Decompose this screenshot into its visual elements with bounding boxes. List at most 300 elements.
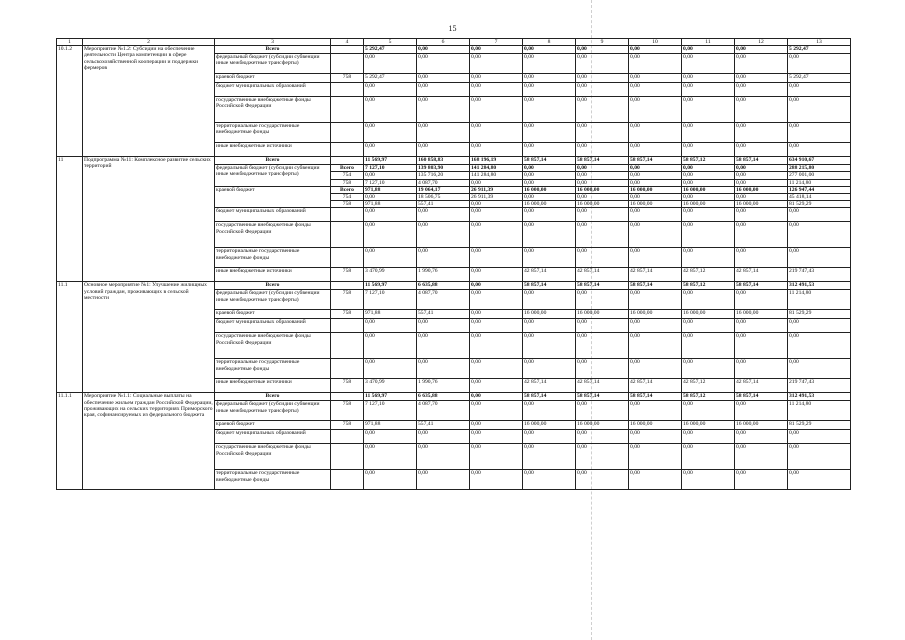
value-cell: 0,00	[735, 359, 788, 379]
value-cell: 141 284,80	[470, 165, 523, 172]
budget-code	[331, 319, 364, 333]
budget-code	[331, 157, 364, 165]
value-cell: 58 857,14	[576, 157, 629, 165]
header-cell: 12	[735, 39, 788, 46]
value-cell: 11 214,80	[788, 401, 851, 421]
value-cell: 0,00	[682, 333, 735, 359]
value-cell: 0,00	[788, 333, 851, 359]
funding-source: государственные внебюджетные фонды Российской Федерации	[215, 222, 331, 248]
value-cell: 0,00	[523, 172, 576, 179]
value-cell: 0,00	[682, 290, 735, 310]
value-cell: 0,00	[576, 208, 629, 222]
value-cell: 4 087,70	[417, 401, 470, 421]
value-cell: 0,00	[682, 430, 735, 444]
budget-code: 758	[331, 268, 364, 282]
value-cell: 0,00	[470, 179, 523, 186]
value-cell: 0,00	[470, 143, 523, 157]
value-cell: 18 506,75	[417, 194, 470, 201]
budget-code: 758	[331, 421, 364, 430]
value-cell: 0,00	[788, 143, 851, 157]
value-cell: 0,00	[576, 333, 629, 359]
value-cell: 0,00	[417, 46, 470, 54]
value-cell: 557,41	[417, 201, 470, 208]
value-cell: 0,00	[682, 319, 735, 333]
value-cell: 0,00	[364, 83, 417, 97]
value-cell: 0,00	[735, 290, 788, 310]
value-cell: 0,00	[417, 359, 470, 379]
program-name: Подпрограмма №11: Комплексное развитие сельских территорий	[83, 157, 215, 282]
header-cell: 11	[682, 39, 735, 46]
value-cell: 0,00	[576, 248, 629, 268]
value-cell: 219 747,43	[788, 379, 851, 393]
value-cell: 0,00	[417, 333, 470, 359]
budget-code	[331, 430, 364, 444]
value-cell: 0,00	[523, 46, 576, 54]
page-number: 15	[448, 24, 457, 33]
value-cell: 141 284,80	[470, 172, 523, 179]
value-cell: 135 716,20	[417, 172, 470, 179]
value-cell: 0,00	[576, 46, 629, 54]
value-cell: 11 569,97	[364, 282, 417, 290]
header-cell: 1	[57, 39, 83, 46]
value-cell: 58 857,14	[576, 282, 629, 290]
value-cell: 0,00	[417, 470, 470, 490]
row-number: 11.1	[57, 282, 83, 393]
value-cell: 0,00	[735, 333, 788, 359]
value-cell: 0,00	[629, 179, 682, 186]
value-cell: 0,00	[735, 97, 788, 123]
value-cell: 557,41	[417, 421, 470, 430]
value-cell: 971,88	[364, 201, 417, 208]
value-cell: 4 087,70	[417, 179, 470, 186]
value-cell: 0,00	[470, 421, 523, 430]
value-cell: 0,00	[735, 208, 788, 222]
funding-source: федеральный бюджет (субсидии субвенции иные межбюджетные трансферты)	[215, 401, 331, 421]
value-cell: 42 857,14	[629, 268, 682, 282]
value-cell: 0,00	[470, 208, 523, 222]
value-cell: 0,00	[788, 248, 851, 268]
value-cell: 0,00	[470, 248, 523, 268]
value-cell: 168 196,19	[470, 157, 523, 165]
value-cell: 0,00	[735, 222, 788, 248]
value-cell: 7 127,10	[364, 290, 417, 310]
value-cell: 312 491,53	[788, 282, 851, 290]
value-cell: 0,00	[523, 74, 576, 83]
value-cell: 16 000,00	[523, 310, 576, 319]
value-cell: 0,00	[523, 470, 576, 490]
value-cell: 0,00	[470, 290, 523, 310]
value-cell: 0,00	[682, 179, 735, 186]
header-cell: 10	[629, 39, 682, 46]
value-cell: 0,00	[735, 123, 788, 143]
value-cell: 0,00	[364, 123, 417, 143]
value-cell: 0,00	[417, 74, 470, 83]
value-cell: 0,00	[682, 54, 735, 74]
value-cell: 58 857,12	[682, 393, 735, 401]
value-cell: 42 857,14	[735, 268, 788, 282]
value-cell: 58 857,14	[735, 157, 788, 165]
value-cell: 0,00	[523, 444, 576, 470]
value-cell: 0,00	[417, 208, 470, 222]
value-cell: 0,00	[788, 97, 851, 123]
header-cell: 13	[788, 39, 851, 46]
value-cell: 0,00	[629, 470, 682, 490]
value-cell: 0,00	[417, 143, 470, 157]
value-cell: 160 858,83	[417, 157, 470, 165]
value-cell: 3 470,99	[364, 379, 417, 393]
value-cell: 0,00	[523, 430, 576, 444]
value-cell: 16 000,00	[682, 201, 735, 208]
header-cell: 4	[331, 39, 364, 46]
value-cell: 0,00	[629, 208, 682, 222]
budget-code: 758	[331, 201, 364, 208]
value-cell: 0,00	[788, 54, 851, 74]
value-cell: 19 064,17	[417, 186, 470, 193]
value-cell: 45 418,14	[788, 194, 851, 201]
value-cell: 0,00	[576, 319, 629, 333]
row-number: 10.1.2	[57, 46, 83, 157]
value-cell: 16 000,00	[523, 201, 576, 208]
row-number: 11	[57, 157, 83, 282]
value-cell: 42 857,14	[523, 379, 576, 393]
funding-source: федеральный бюджет (субсидии субвенции иные межбюджетные трансферты)	[215, 165, 331, 187]
budget-code: Всего	[331, 186, 364, 193]
value-cell: 58 857,12	[682, 282, 735, 290]
value-cell: 0,00	[735, 470, 788, 490]
value-cell: 0,00	[417, 430, 470, 444]
value-cell: 0,00	[576, 83, 629, 97]
program-name: Основное мероприятие №1: Улучшение жилищных условий граждан, проживающих в сельской местности	[83, 282, 215, 393]
value-cell: 5 292,47	[364, 46, 417, 54]
value-cell: 0,00	[629, 143, 682, 157]
value-cell: 0,00	[629, 172, 682, 179]
value-cell: 0,00	[576, 222, 629, 248]
value-cell: 0,00	[682, 83, 735, 97]
value-cell: 0,00	[735, 74, 788, 83]
value-cell: 0,00	[576, 54, 629, 74]
value-cell: 0,00	[576, 430, 629, 444]
value-cell: 139 803,90	[417, 165, 470, 172]
value-cell: 0,00	[629, 123, 682, 143]
value-cell: 0,00	[523, 54, 576, 74]
funding-source: бюджет муниципальных образований	[215, 208, 331, 222]
value-cell: 0,00	[417, 222, 470, 248]
value-cell: 0,00	[364, 97, 417, 123]
value-cell: 0,00	[735, 46, 788, 54]
value-cell: 0,00	[364, 172, 417, 179]
funding-source: иные внебюджетные источники	[215, 143, 331, 157]
budget-code	[331, 248, 364, 268]
value-cell: 6 635,88	[417, 393, 470, 401]
funding-source: бюджет муниципальных образований	[215, 430, 331, 444]
value-cell: 126 947,44	[788, 186, 851, 193]
value-cell: 0,00	[682, 194, 735, 201]
value-cell: 0,00	[629, 83, 682, 97]
value-cell: 0,00	[682, 172, 735, 179]
budget-code: 758	[331, 290, 364, 310]
funding-source: иные внебюджетные источники	[215, 268, 331, 282]
value-cell: 16 000,00	[682, 310, 735, 319]
budget-code: 754	[331, 172, 364, 179]
value-cell: 0,00	[576, 74, 629, 83]
value-cell: 0,00	[470, 333, 523, 359]
funding-source: краевой бюджет	[215, 74, 331, 83]
value-cell: 3 470,99	[364, 268, 417, 282]
value-cell: 16 000,00	[629, 201, 682, 208]
value-cell: 58 857,14	[523, 393, 576, 401]
value-cell: 0,00	[682, 401, 735, 421]
value-cell: 6 635,88	[417, 282, 470, 290]
value-cell: 0,00	[682, 222, 735, 248]
budget-code: 758	[331, 379, 364, 393]
value-cell: 0,00	[523, 248, 576, 268]
value-cell: 0,00	[576, 444, 629, 470]
funding-source: федеральный бюджет (субсидии субвенции иные межбюджетные трансферты)	[215, 54, 331, 74]
value-cell: 0,00	[523, 179, 576, 186]
value-cell: 7 127,10	[364, 165, 417, 172]
value-cell: 0,00	[523, 208, 576, 222]
header-cell: 3	[215, 39, 331, 46]
value-cell: 16 000,00	[682, 186, 735, 193]
budget-code	[331, 222, 364, 248]
funding-source: Всего	[215, 157, 331, 165]
funding-source: государственные внебюджетные фонды Российской Федерации	[215, 444, 331, 470]
value-cell: 0,00	[682, 208, 735, 222]
value-cell: 0,00	[364, 143, 417, 157]
value-cell: 0,00	[523, 401, 576, 421]
value-cell: 58 857,12	[682, 157, 735, 165]
value-cell: 0,00	[523, 123, 576, 143]
value-cell: 0,00	[735, 179, 788, 186]
value-cell: 0,00	[470, 222, 523, 248]
budget-code	[331, 470, 364, 490]
value-cell: 0,00	[364, 248, 417, 268]
value-cell: 0,00	[364, 319, 417, 333]
value-cell: 0,00	[470, 268, 523, 282]
value-cell: 5 292,47	[788, 46, 851, 54]
value-cell: 1 990,76	[417, 268, 470, 282]
value-cell: 0,00	[629, 290, 682, 310]
value-cell: 0,00	[364, 54, 417, 74]
value-cell: 0,00	[735, 248, 788, 268]
value-cell: 16 000,00	[576, 421, 629, 430]
value-cell: 0,00	[364, 333, 417, 359]
header-cell: 2	[83, 39, 215, 46]
value-cell: 0,00	[629, 333, 682, 359]
value-cell: 11 214,80	[788, 179, 851, 186]
value-cell: 0,00	[417, 83, 470, 97]
value-cell: 0,00	[735, 444, 788, 470]
value-cell: 0,00	[470, 97, 523, 123]
value-cell: 0,00	[364, 470, 417, 490]
value-cell: 0,00	[682, 46, 735, 54]
table-row	[57, 282, 851, 290]
value-cell: 16 000,00	[576, 310, 629, 319]
funding-source: территориальные государственные внебюджетные фонды	[215, 248, 331, 268]
value-cell: 0,00	[735, 401, 788, 421]
header-cell: 6	[417, 39, 470, 46]
value-cell: 0,00	[682, 444, 735, 470]
value-cell: 4 087,70	[417, 290, 470, 310]
value-cell: 16 000,00	[735, 186, 788, 193]
budget-code	[331, 444, 364, 470]
value-cell: 0,00	[788, 430, 851, 444]
value-cell: 0,00	[788, 83, 851, 97]
value-cell: 16 000,00	[735, 310, 788, 319]
funding-source: федеральный бюджет (субсидии субвенции иные межбюджетные трансферты)	[215, 290, 331, 310]
value-cell: 0,00	[417, 123, 470, 143]
value-cell: 16 000,00	[629, 186, 682, 193]
value-cell: 0,00	[788, 208, 851, 222]
table-row	[57, 393, 851, 401]
budget-code	[331, 359, 364, 379]
value-cell: 0,00	[576, 172, 629, 179]
value-cell: 0,00	[788, 359, 851, 379]
value-cell: 0,00	[364, 444, 417, 470]
value-cell: 0,00	[629, 430, 682, 444]
funding-source: краевой бюджет	[215, 310, 331, 319]
value-cell: 0,00	[364, 430, 417, 444]
value-cell: 42 857,12	[682, 268, 735, 282]
value-cell: 0,00	[735, 83, 788, 97]
value-cell: 0,00	[682, 143, 735, 157]
funding-source: краевой бюджет	[215, 186, 331, 208]
value-cell: 58 857,14	[523, 282, 576, 290]
budget-code	[331, 97, 364, 123]
value-cell: 0,00	[576, 165, 629, 172]
program-name: Мероприятие №1.1: Социальные выплаты на обеспечение жильем граждан Российской Федерации, проживающих на сельских территориях Приморского края, софинансируемых из федерального бюджета	[83, 393, 215, 490]
header-cell: 9	[576, 39, 629, 46]
value-cell: 1 990,76	[417, 379, 470, 393]
value-cell: 0,00	[682, 74, 735, 83]
value-cell: 26 911,39	[470, 194, 523, 201]
value-cell: 16 000,00	[629, 310, 682, 319]
value-cell: 0,00	[629, 97, 682, 123]
header-cell: 7	[470, 39, 523, 46]
value-cell: 0,00	[576, 179, 629, 186]
funding-source: бюджет муниципальных образований	[215, 319, 331, 333]
header-row	[57, 39, 851, 46]
value-cell: 0,00	[470, 470, 523, 490]
value-cell: 0,00	[735, 165, 788, 172]
value-cell: 0,00	[629, 194, 682, 201]
value-cell: 58 857,14	[735, 282, 788, 290]
value-cell: 58 857,14	[629, 157, 682, 165]
value-cell: 11 214,80	[788, 290, 851, 310]
value-cell: 0,00	[735, 319, 788, 333]
value-cell: 0,00	[417, 54, 470, 74]
budget-code: 754	[331, 194, 364, 201]
value-cell: 58 857,14	[735, 393, 788, 401]
value-cell: 0,00	[364, 208, 417, 222]
value-cell: 0,00	[788, 222, 851, 248]
value-cell: 0,00	[417, 444, 470, 470]
value-cell: 0,00	[788, 444, 851, 470]
budget-code	[331, 83, 364, 97]
funding-source: краевой бюджет	[215, 421, 331, 430]
value-cell: 0,00	[735, 172, 788, 179]
value-cell: 0,00	[470, 379, 523, 393]
value-cell: 0,00	[470, 310, 523, 319]
value-cell: 0,00	[523, 165, 576, 172]
budget-table	[56, 38, 851, 490]
funding-source: Всего	[215, 393, 331, 401]
value-cell: 58 857,14	[523, 157, 576, 165]
value-cell: 5 292,47	[788, 74, 851, 83]
value-cell: 0,00	[576, 359, 629, 379]
value-cell: 0,00	[470, 201, 523, 208]
value-cell: 16 000,00	[523, 186, 576, 193]
value-cell: 0,00	[470, 282, 523, 290]
value-cell: 0,00	[629, 248, 682, 268]
program-name: Мероприятие №1.2: Субсидии на обеспечение деятельности Центра компетенции в сфере сельскохозяйственной кооперации и поддержки фермеров	[83, 46, 215, 157]
budget-code: Всего	[331, 165, 364, 172]
value-cell: 0,00	[576, 194, 629, 201]
value-cell: 0,00	[629, 359, 682, 379]
value-cell: 16 000,00	[576, 186, 629, 193]
value-cell: 0,00	[470, 401, 523, 421]
budget-code	[331, 282, 364, 290]
value-cell: 0,00	[629, 54, 682, 74]
value-cell: 0,00	[523, 83, 576, 97]
value-cell: 7 127,10	[364, 179, 417, 186]
value-cell: 16 000,00	[576, 201, 629, 208]
value-cell: 0,00	[629, 222, 682, 248]
value-cell: 16 000,00	[629, 421, 682, 430]
value-cell: 81 529,29	[788, 310, 851, 319]
value-cell: 7 127,10	[364, 401, 417, 421]
value-cell: 16 000,00	[682, 421, 735, 430]
value-cell: 0,00	[788, 470, 851, 490]
value-cell: 0,00	[470, 359, 523, 379]
value-cell: 0,00	[470, 54, 523, 74]
value-cell: 16 000,00	[735, 421, 788, 430]
value-cell: 0,00	[417, 248, 470, 268]
value-cell: 0,00	[523, 333, 576, 359]
value-cell: 0,00	[576, 290, 629, 310]
value-cell: 42 857,14	[576, 268, 629, 282]
value-cell: 0,00	[470, 123, 523, 143]
budget-code	[331, 54, 364, 74]
value-cell: 42 857,14	[523, 268, 576, 282]
value-cell: 277 001,00	[788, 172, 851, 179]
value-cell: 5 292,47	[364, 74, 417, 83]
funding-source: территориальные государственные внебюджетные фонды	[215, 123, 331, 143]
value-cell: 0,00	[735, 194, 788, 201]
value-cell: 0,00	[629, 165, 682, 172]
value-cell: 81 529,29	[788, 421, 851, 430]
value-cell: 42 857,12	[682, 379, 735, 393]
value-cell: 42 857,14	[629, 379, 682, 393]
value-cell: 0,00	[576, 470, 629, 490]
budget-code	[331, 333, 364, 359]
value-cell: 0,00	[470, 46, 523, 54]
value-cell: 26 911,39	[470, 186, 523, 193]
header-cell: 8	[523, 39, 576, 46]
funding-source: Всего	[215, 282, 331, 290]
value-cell: 0,00	[523, 222, 576, 248]
value-cell: 971,88	[364, 310, 417, 319]
value-cell: 0,00	[523, 290, 576, 310]
funding-source: государственные внебюджетные фонды Российской Федерации	[215, 97, 331, 123]
budget-code: 758	[331, 401, 364, 421]
value-cell: 0,00	[364, 222, 417, 248]
funding-source: бюджет муниципальных образований	[215, 83, 331, 97]
value-cell: 0,00	[629, 319, 682, 333]
value-cell: 0,00	[470, 83, 523, 97]
value-cell: 634 910,67	[788, 157, 851, 165]
budget-code	[331, 393, 364, 401]
